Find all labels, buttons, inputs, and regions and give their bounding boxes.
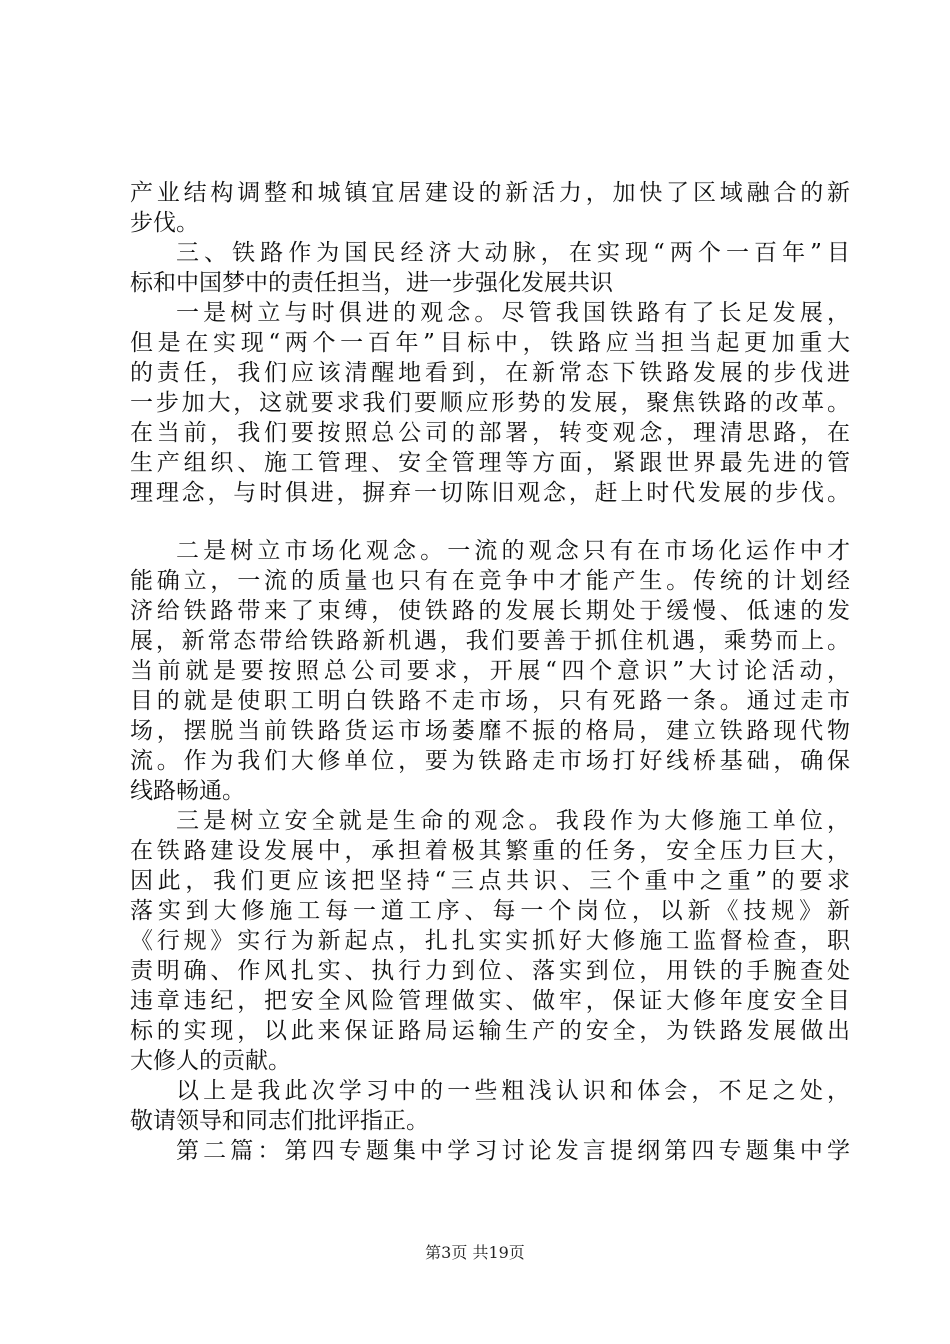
text-line: 敬请领导和同志们批评指正。 <box>130 1108 429 1134</box>
paragraph <box>130 536 850 806</box>
text-line: 当前就是要按照总公司要求，开展“四个意识”大讨论活动， <box>130 658 850 684</box>
text-line: 三是树立安全就是生命的观念。我段作为大修施工单位， <box>176 808 850 834</box>
paragraph <box>130 298 850 508</box>
text-line: 生产组织、施工管理、安全管理等方面，紧跟世界最先进的管 <box>130 450 850 476</box>
text-line: 落实到大修施工每一道工序、每一个岗位，以新《技规》新 <box>130 898 850 924</box>
text-line: 展，新常态带给铁路新机遇，我们要善于抓住机遇，乘势而上。 <box>130 628 850 654</box>
text-line: 产业结构调整和城镇宜居建设的新活力，加快了区域融合的新 <box>130 180 850 206</box>
text-line: 以上是我此次学习中的一些粗浅认识和体会，不足之处， <box>176 1078 850 1104</box>
text-line: 责明确、作风扎实、执行力到位、落实到位，用铁的手腕查处 <box>130 958 850 984</box>
text-line: 场，摆脱当前铁路货运市场萎靡不振的格局，建立铁路现代物 <box>130 718 850 744</box>
text-line: 能确立，一流的质量也只有在竞争中才能产生。传统的计划经 <box>130 568 850 594</box>
text-line: 三、铁路作为国民经济大动脉，在实现“两个一百年”目 <box>176 240 850 266</box>
text-line: 线路畅通。 <box>130 778 245 804</box>
text-line: 因此，我们更应该把坚持“三点共识、三个重中之重”的要求 <box>130 868 850 894</box>
text-line: 标的实现，以此来保证路局运输生产的安全，为铁路发展做出 <box>130 1018 850 1044</box>
text-line: 目的就是使职工明白铁路不走市场，只有死路一条。通过走市 <box>130 688 850 714</box>
paragraph <box>130 806 850 1076</box>
text-line: 标和中国梦中的责任担当，进一步强化发展共识 <box>130 270 613 296</box>
text-line: 的责任，我们应该清醒地看到，在新常态下铁路发展的步伐进 <box>130 360 850 386</box>
section-heading <box>130 238 850 298</box>
text-line: 违章违纪，把安全风险管理做实、做牢，保证大修年度安全目 <box>130 988 850 1014</box>
text-line: 步伐。 <box>130 210 199 236</box>
text-line: 但是在实现“两个一百年”目标中，铁路应当担当起更加重大 <box>130 330 850 356</box>
text-line: 《行规》实行为新起点，扎扎实实抓好大修施工监督检查，职 <box>130 928 850 954</box>
paragraph <box>130 1136 850 1166</box>
text-line: 一步加大，这就要求我们要顺应形势的发展，聚焦铁路的改革。 <box>130 390 850 416</box>
document-body <box>130 178 850 1166</box>
text-line: 在当前，我们要按照总公司的部署，转变观念，理清思路，在 <box>130 420 850 446</box>
page-number-footer: 第3页 共19页 <box>425 1243 525 1262</box>
text-line: 济给铁路带来了束缚，使铁路的发展长期处于缓慢、低速的发 <box>130 598 850 624</box>
text-line: 一是树立与时俱进的观念。尽管我国铁路有了长足发展， <box>176 300 850 326</box>
paragraph <box>130 1076 850 1136</box>
text-line: 流。作为我们大修单位，要为铁路走市场打好线桥基础，确保 <box>130 748 850 774</box>
text-line: 第二篇：第四专题集中学习讨论发言提纲第四专题集中学 <box>176 1138 850 1164</box>
text-line: 理理念，与时俱进，摒弃一切陈旧观念，赶上时代发展的步伐。 <box>130 480 850 506</box>
text-line: 大修人的贡献。 <box>130 1048 291 1074</box>
paragraph <box>130 178 850 238</box>
text-line: 二是树立市场化观念。一流的观念只有在市场化运作中才 <box>176 538 850 564</box>
text-line: 在铁路建设发展中，承担着极其繁重的任务，安全压力巨大， <box>130 838 850 864</box>
